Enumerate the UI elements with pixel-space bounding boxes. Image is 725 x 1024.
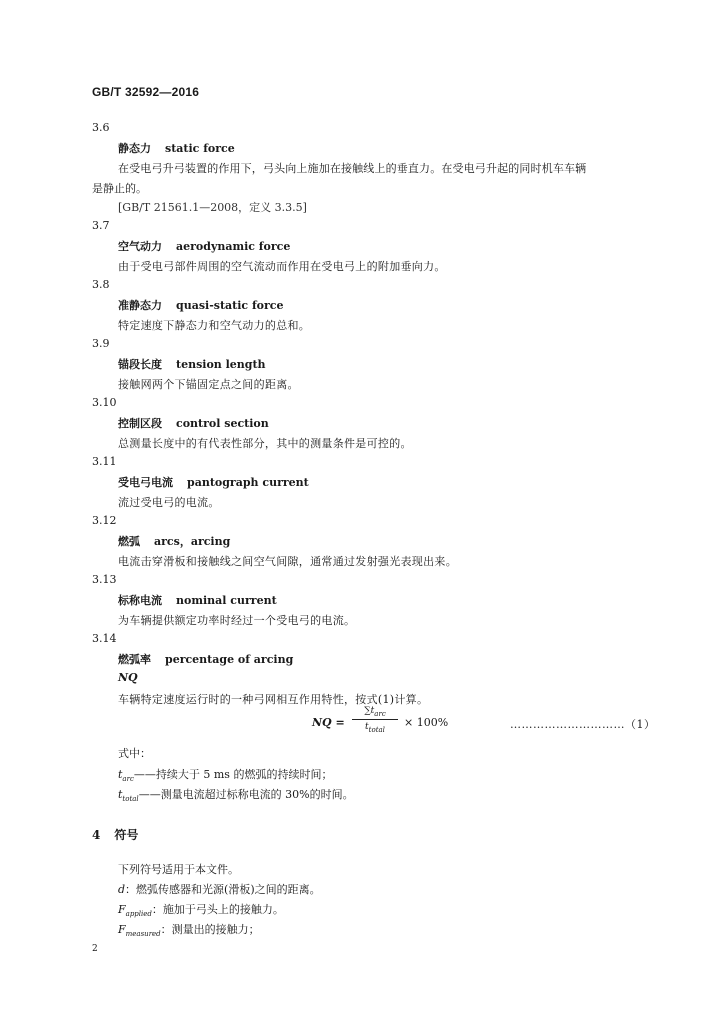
term-zh: 空气动力 — [118, 240, 162, 253]
entry-definition: 车辆特定速度运行时的一种弓网相互作用特性，按式(1)计算。 — [118, 693, 429, 706]
entry-number: 3.14 — [92, 632, 117, 645]
term-en: nominal current — [176, 594, 277, 607]
term-en: aerodynamic force — [176, 240, 291, 253]
term-en: pantograph current — [187, 476, 309, 489]
term-en: arcs，arcing — [154, 535, 231, 548]
entry-definition: 为车辆提供额定功率时经过一个受电弓的电流。 — [118, 614, 356, 627]
formula-denominator: $t_{total}$ — [365, 721, 385, 734]
symbol-f-measured: $F_{measured}$：测量出的接触力； — [118, 923, 260, 939]
formula-lhs: NQ = — [312, 716, 345, 729]
entry-definition: 特定速度下静态力和空气动力的总和。 — [118, 319, 311, 332]
equation-number: …………………………（1） — [510, 718, 656, 731]
standard-number-header: GB/T 32592—2016 — [92, 85, 200, 99]
term-zh: 受电弓电流 — [118, 476, 173, 489]
term-zh: 燃弧 — [118, 535, 140, 548]
entry-term — [118, 238, 290, 254]
term-en: static force — [165, 142, 235, 155]
term-en: percentage of arcing — [165, 653, 294, 666]
page-number: 2 — [92, 944, 98, 954]
entry-definition: 总测量长度中的有代表性部分，其中的测量条件是可控的。 — [118, 437, 412, 450]
entry-term — [118, 140, 235, 156]
entry-source: [GB/T 21561.1—2008，定义 3.3.5] — [118, 201, 307, 214]
entry-term — [118, 415, 269, 431]
section-heading: 4 符号 — [92, 828, 139, 842]
formula-rhs: × 100% — [404, 716, 449, 729]
entry-term — [118, 356, 266, 372]
entry-definition: 电流击穿滑板和接触线之间空气间隙，通常通过发射强光表现出来。 — [118, 555, 457, 568]
entry-term — [118, 651, 293, 667]
term-zh: 燃弧率 — [118, 653, 151, 666]
symbol-f-applied: $F_{applied}$：施加于弓头上的接触力。 — [118, 903, 284, 919]
entry-definition: 在受电弓升弓装置的作用下，弓头向上施加在接触线上的垂直力。在受电弓升起的同时机车车辆 — [118, 162, 587, 175]
entry-definition: 流过受电弓的电流。 — [118, 496, 220, 509]
entry-term — [118, 592, 277, 608]
term-zh: 控制区段 — [118, 417, 162, 430]
where-intro: 式中： — [118, 747, 151, 760]
entry-definition: 由于受电弓部件周围的空气流动而作用在受电弓上的附加垂向力。 — [118, 260, 446, 273]
term-en: control section — [176, 417, 269, 430]
entry-number: 3.12 — [92, 514, 117, 527]
term-en: quasi-static force — [176, 299, 284, 312]
entry-term — [118, 474, 309, 490]
term-zh: 静态力 — [118, 142, 151, 155]
section-intro: 下列符号适用于本文件。 — [118, 863, 239, 876]
term-zh: 准静态力 — [118, 299, 162, 312]
term-zh: 标称电流 — [118, 594, 162, 607]
formula-fraction — [352, 706, 398, 734]
entry-number: 3.11 — [92, 455, 117, 468]
entry-definition-continued: 是静止的。 — [92, 182, 147, 195]
where-line-t-total: $t_{total}——$测量电流超过标称电流的 30%的时间。 — [118, 788, 354, 804]
where-line-t-arc: $t_{arc}——$持续大于 5 ms 的燃弧的持续时间； — [118, 768, 333, 784]
entry-number: 3.10 — [92, 396, 117, 409]
entry-number: 3.13 — [92, 573, 117, 586]
entry-number: 3.6 — [92, 121, 110, 134]
symbol-d: d：燃弧传感器和光源(滑板)之间的距离。 — [118, 883, 321, 896]
term-abbreviation: NQ — [118, 671, 138, 684]
entry-number: 3.8 — [92, 278, 110, 291]
entry-term — [118, 297, 284, 313]
term-en: tension length — [176, 358, 266, 371]
formula-numerator: $\sum t_{arc}$ — [352, 706, 398, 720]
term-zh: 锚段长度 — [118, 358, 162, 371]
entry-definition: 接触网两个下锚固定点之间的距离。 — [118, 378, 299, 391]
entry-term — [118, 533, 230, 549]
entry-number: 3.7 — [92, 219, 110, 232]
entry-number: 3.9 — [92, 337, 110, 350]
